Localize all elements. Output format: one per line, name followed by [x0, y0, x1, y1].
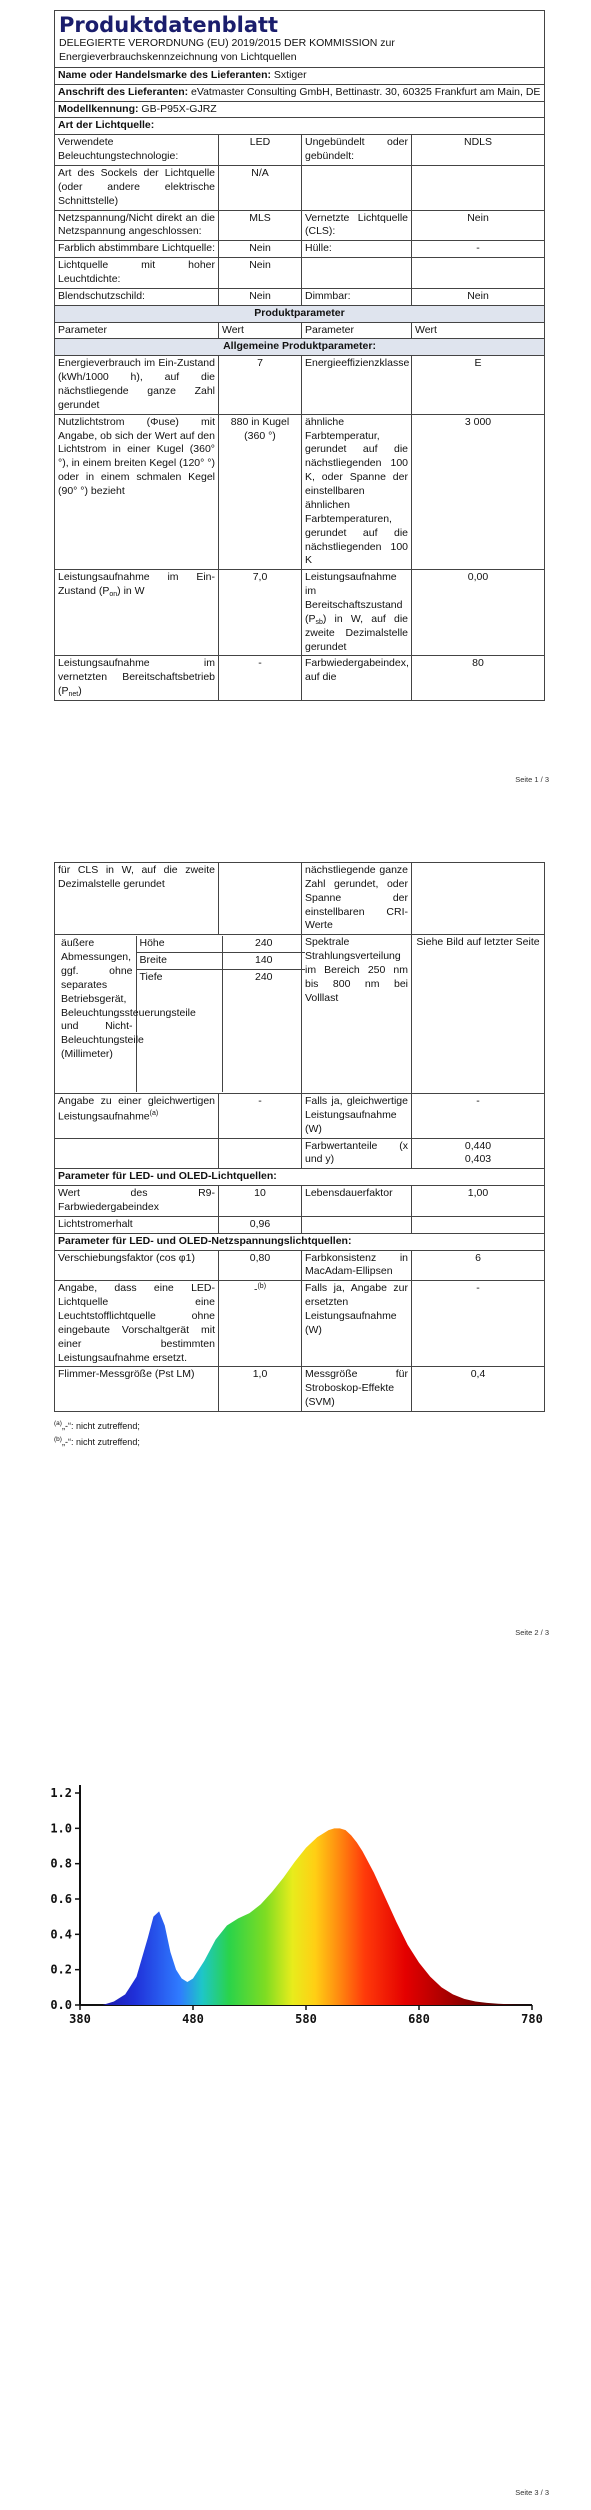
- dimension-value: 240: [222, 970, 305, 1093]
- param-value: -: [219, 656, 302, 701]
- dimension-key: Höhe: [136, 936, 222, 952]
- param-label: [302, 570, 412, 656]
- footnote-a: [54, 1420, 140, 1431]
- footnote-b: [54, 1436, 140, 1447]
- y-tick-label: 1.2: [50, 1786, 72, 1800]
- type-label: Lichtquelle mit hoher Leuchtdichte:: [55, 258, 219, 289]
- page-2: [0, 790, 591, 1650]
- type-label: Dimmbar:: [302, 288, 412, 305]
- param-label: Angabe, dass eine LED-Lichtquelle eine Leuchtstofflichtquelle ohne eingebaute Vorschaltgerät mit einer bestimmten Leistungsaufnahme ersetzt.: [55, 1281, 219, 1367]
- y-tick-label: 0.4: [50, 1927, 72, 1942]
- chart-area: [80, 1828, 532, 2005]
- param-label: Energieverbrauch im Ein-Zustand (kWh/1000 h), auf die nächstliegende ganze Zahl gerundet: [55, 356, 219, 414]
- param-label-text: Angabe zu einer gleichwertigen Leistungsaufnahme: [58, 1095, 215, 1123]
- type-value: Nein: [219, 258, 302, 289]
- param-value: [219, 863, 302, 935]
- x-tick-label: 780: [521, 2012, 543, 2025]
- param-label: Lebensdauerfaktor: [302, 1186, 412, 1217]
- page-1: [0, 0, 591, 790]
- type-label: Verwendete Beleuchtungstechnologie:: [55, 135, 219, 166]
- param-label: Farbkonsistenz in MacAdam-Ellipsen: [302, 1250, 412, 1281]
- footnote-ref: (b): [257, 1283, 267, 1291]
- param-label: [55, 570, 219, 656]
- param-label: [55, 1094, 219, 1139]
- param-value: [412, 863, 545, 935]
- x-tick-label: 680: [408, 2012, 430, 2025]
- param-label: Farbwertanteile (x und y): [302, 1138, 412, 1169]
- regulation-text: DELEGIERTE VERORDNUNG (EU) 2019/2015 DER KOMMISSION zur Energieverbrauchskennzeichnung von Lichtquellen: [59, 37, 395, 63]
- param-value: 1,00: [412, 1186, 545, 1217]
- param-label: [302, 1216, 412, 1233]
- led-oled-heading: Parameter für LED- und OLED-Lichtquellen:: [55, 1169, 545, 1186]
- param-label: [55, 656, 219, 701]
- param-label: Flimmer-Messgröße (Pst LM): [55, 1367, 219, 1412]
- footnote-text: „-“: nicht zutreffend;: [61, 1421, 140, 1431]
- page-number: Seite 3 / 3: [515, 2488, 549, 2497]
- dimension-key: Breite: [136, 953, 222, 970]
- type-label: Vernetzte Lichtquelle (CLS):: [302, 210, 412, 241]
- param-label: für CLS in W, auf die zweite Dezimalstelle gerundet: [55, 863, 219, 935]
- type-value: Nein: [412, 288, 545, 305]
- param-value: 0,96: [219, 1216, 302, 1233]
- param-value: [219, 1281, 302, 1367]
- datasheet-table-page-1: [54, 10, 545, 701]
- param-value: [219, 1138, 302, 1169]
- address-value: eVatmaster Consulting GmbH, Bettinastr. 30, 60325 Frankfurt am Main, DE: [191, 85, 541, 98]
- dimension-value: 140: [222, 953, 305, 970]
- param-label: Falls ja, gleichwertige Leistungsaufnahme (W): [302, 1094, 412, 1139]
- footnote-text: „-“: nicht zutreffend;: [61, 1437, 140, 1447]
- param-value: [412, 1138, 545, 1169]
- param-value: 10: [219, 1186, 302, 1217]
- param-value: 0,80: [219, 1250, 302, 1281]
- param-value: E: [412, 356, 545, 414]
- column-header: Wert: [219, 322, 302, 339]
- param-label: Lichtstromerhalt: [55, 1216, 219, 1233]
- param-label: ähnliche Farbtemperatur, gerundet auf die nächstliegenden 100 K, oder Spanne der einstellbaren ähnlichen Farbtemperaturen, gerundet auf die nächstliegenden 100 K: [302, 414, 412, 569]
- param-label-end: ) in W: [117, 585, 145, 598]
- footnote-marker: (a): [54, 1420, 62, 1427]
- type-value: Nein: [219, 288, 302, 305]
- type-label: Farblich abstimmbare Lichtquelle:: [55, 241, 219, 258]
- param-label: [55, 1138, 219, 1169]
- column-header: Wert: [412, 322, 545, 339]
- param-label: Energieeffizienzklasse: [302, 356, 412, 414]
- param-value: 880 in Kugel (360 °): [219, 414, 302, 569]
- x-tick-label: 580: [295, 2012, 317, 2025]
- param-value: Siehe Bild auf letzter Seite: [412, 935, 545, 1094]
- param-label: Farbwiedergabeindex, auf die: [302, 656, 412, 701]
- y-tick-label: 0.8: [50, 1856, 72, 1871]
- param-label: nächstliegende ganze Zahl gerundet, oder Spanne der einstellbaren CRI-Werte: [302, 863, 412, 935]
- x-tick-label: 480: [182, 2012, 204, 2025]
- chroma-y-value: 0,403: [464, 1153, 492, 1166]
- column-header: Parameter: [302, 322, 412, 339]
- page-number: Seite 1 / 3: [515, 775, 549, 784]
- type-label: Ungebündelt oder gebündelt:: [302, 135, 412, 166]
- y-tick-label: 1.0: [50, 1821, 72, 1836]
- model-label: Modellkennung:: [58, 102, 139, 115]
- param-value: -: [412, 1094, 545, 1139]
- mains-heading: Parameter für LED- und OLED-Netzspannungslichtquellen:: [55, 1233, 545, 1250]
- brand-row: [55, 67, 545, 84]
- type-value: MLS: [219, 210, 302, 241]
- product-parameters-heading: Produktparameter: [55, 305, 545, 322]
- param-value: [412, 1216, 545, 1233]
- param-value: 3 000: [412, 414, 545, 569]
- param-value: 7: [219, 356, 302, 414]
- model-row: [55, 101, 545, 118]
- param-value: 1,0: [219, 1367, 302, 1412]
- y-tick-label: 0.0: [50, 1998, 72, 2012]
- document-title: Produktdatenblatt: [59, 13, 279, 37]
- address-label: Anschrift des Lieferanten:: [58, 85, 189, 98]
- footnote-ref: (a): [149, 1109, 159, 1117]
- section-light-source-type: Art der Lichtquelle:: [55, 118, 545, 135]
- type-value: Nein: [219, 241, 302, 258]
- chroma-x-value: 0,440: [464, 1139, 492, 1152]
- spectral-distribution-chart: [40, 1775, 550, 2025]
- param-label: Nutzlichtstrom (Φuse) mit Angabe, ob sich der Wert auf den Lichtstrom in einer Kugel (360° °), in einem breiten Kegel (120° °) oder in einem schmalen Kegel (90° °) bezieht: [55, 414, 219, 569]
- param-value: 0,4: [412, 1367, 545, 1412]
- spectrum-area: [80, 1828, 532, 2005]
- footnote-marker: (b): [54, 1436, 62, 1443]
- model-value: GB-P95X-GJRZ: [141, 102, 217, 115]
- type-label: Blendschutzschild:: [55, 288, 219, 305]
- type-value: [412, 166, 545, 211]
- type-label: Netzspannung/Nicht direkt an die Netzspannung angeschlossen:: [55, 210, 219, 241]
- brand-label: Name oder Handelsmarke des Lieferanten:: [58, 68, 271, 81]
- param-label: Spektrale Strahlungsverteilung im Bereich 250 nm bis 800 nm bei Volllast: [302, 935, 412, 1094]
- type-label: [302, 166, 412, 211]
- type-value: [412, 258, 545, 289]
- param-value: 0,00: [412, 570, 545, 656]
- x-tick-label: 380: [69, 2012, 91, 2025]
- type-value: LED: [219, 135, 302, 166]
- param-label-text: Leistungsaufnahme im Ein-Zustand (P: [58, 571, 215, 598]
- param-value: 7,0: [219, 570, 302, 656]
- header-cell: [55, 11, 545, 68]
- type-label: Hülle:: [302, 241, 412, 258]
- type-value: N/A: [219, 166, 302, 211]
- type-label: [302, 258, 412, 289]
- param-value: -: [219, 1094, 302, 1139]
- param-value: -: [412, 1281, 545, 1367]
- param-label: Falls ja, Angabe zur ersetzten Leistungsaufnahme (W): [302, 1281, 412, 1367]
- param-value-text: -: [253, 1283, 258, 1296]
- param-value: 6: [412, 1250, 545, 1281]
- param-label: Messgröße für Stroboskop-Effekte (SVM): [302, 1367, 412, 1412]
- address-row: [55, 84, 545, 101]
- param-label-subscript: net: [68, 691, 79, 699]
- y-tick-label: 0.2: [50, 1962, 72, 1977]
- dimension-key: Tiefe: [136, 970, 222, 1093]
- brand-value: Sxtiger: [273, 68, 307, 81]
- dimension-value: 240: [222, 936, 305, 952]
- param-value: 80: [412, 656, 545, 701]
- param-label-text: Leistungsaufnahme im Bereitschaftszustand (P: [305, 571, 403, 625]
- param-label-end: ) in W, auf die zweite Dezimalstelle gerundet: [305, 612, 408, 653]
- param-label: Wert des R9-Farbwiedergabeindex: [55, 1186, 219, 1217]
- param-label-subscript: on: [109, 591, 118, 599]
- param-label-end: ): [78, 685, 82, 698]
- param-label-text: Leistungsaufnahme im vernetzten Bereitschaftsbetrieb (P: [58, 657, 215, 698]
- dimensions-label: äußere Abmessungen, ggf. ohne separates Betriebsgerät, Beleuchtungssteuerungsteile und Nicht-Beleuchtungsteile (Millimeter): [58, 936, 136, 1092]
- page-3: [0, 1650, 591, 2510]
- type-value: -: [412, 241, 545, 258]
- dimensions-cell: [55, 935, 302, 1094]
- type-label: Art des Sockels der Lichtquelle (oder andere elektrische Schnittstelle): [55, 166, 219, 211]
- column-header: Parameter: [55, 322, 219, 339]
- type-value: Nein: [412, 210, 545, 241]
- page-number: Seite 2 / 3: [515, 1628, 549, 1637]
- x-axis-ticks: [69, 2005, 543, 2025]
- y-tick-label: 0.6: [50, 1892, 72, 1906]
- datasheet-table-page-2: [54, 862, 545, 1412]
- dimensions-table: [58, 936, 305, 1092]
- param-label: Verschiebungsfaktor (cos φ1): [55, 1250, 219, 1281]
- type-value: NDLS: [412, 135, 545, 166]
- param-label-subscript: sb: [315, 618, 323, 626]
- general-parameters-heading: Allgemeine Produktparameter:: [55, 339, 545, 356]
- y-axis-ticks: [50, 1786, 80, 2012]
